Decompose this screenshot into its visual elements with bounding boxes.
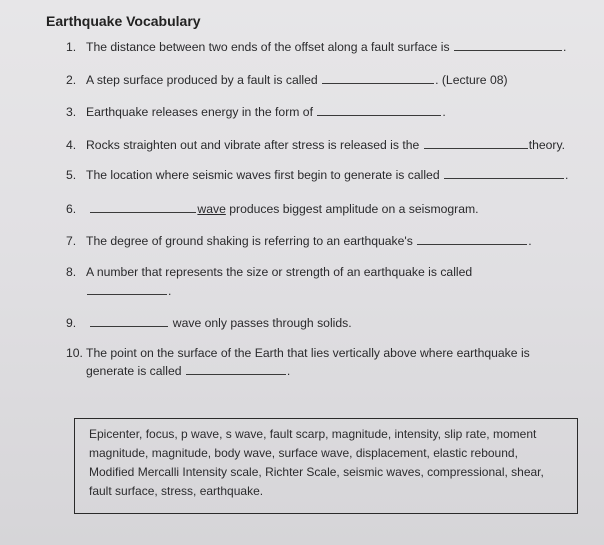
question-1: 1. The distance between two ends of the offset along a fault surface is . bbox=[66, 40, 567, 54]
answer-blank-4[interactable] bbox=[424, 137, 528, 149]
question-2: 2. A step surface produced by a fault is called . (Lecture 08) bbox=[66, 73, 508, 87]
answer-blank-1[interactable] bbox=[454, 39, 562, 51]
question-8-line2: . bbox=[86, 283, 171, 298]
word-bank-box bbox=[74, 418, 578, 514]
question-5: 5. The location where seismic waves first begin to generate is called . bbox=[66, 168, 569, 182]
answer-blank-5[interactable] bbox=[444, 167, 564, 179]
question-9: 9. wave only passes through solids. bbox=[66, 316, 352, 330]
answer-blank-6[interactable] bbox=[90, 201, 196, 213]
worksheet-title: Earthquake Vocabulary bbox=[46, 13, 201, 29]
answer-blank-3[interactable] bbox=[317, 104, 441, 116]
answer-blank-10[interactable] bbox=[186, 363, 286, 375]
question-3: 3. Earthquake releases energy in the form of . bbox=[66, 105, 446, 119]
question-4: 4. Rocks straighten out and vibrate after stress is released is the theory. bbox=[66, 138, 566, 152]
question-10-line2: generate is called . bbox=[86, 364, 291, 378]
answer-blank-7[interactable] bbox=[417, 233, 527, 245]
answer-blank-8[interactable] bbox=[87, 283, 167, 295]
word-bank-text: Epicenter, focus, p wave, s wave, fault scarp, magnitude, intensity, slip rate, moment magnitude, magnitude, body wave, surface wave, displacement, elastic rebound, Modified Mercalli Intensity scale, Richter Scale, seismic waves, compressional, shear, fault surface, stress, earthquake. bbox=[89, 427, 544, 498]
question-8: 8. A number that represents the size or strength of an earthquake is called bbox=[66, 265, 473, 279]
question-7: 7. The degree of ground shaking is referring to an earthquake's . bbox=[66, 234, 532, 248]
answer-blank-9[interactable] bbox=[90, 315, 168, 327]
question-6: 6. wave produces biggest amplitude on a seismogram. bbox=[66, 202, 479, 216]
question-10: 10. The point on the surface of the Earth that lies vertically above where earthquake is bbox=[66, 346, 530, 360]
answer-blank-2[interactable] bbox=[322, 72, 434, 84]
